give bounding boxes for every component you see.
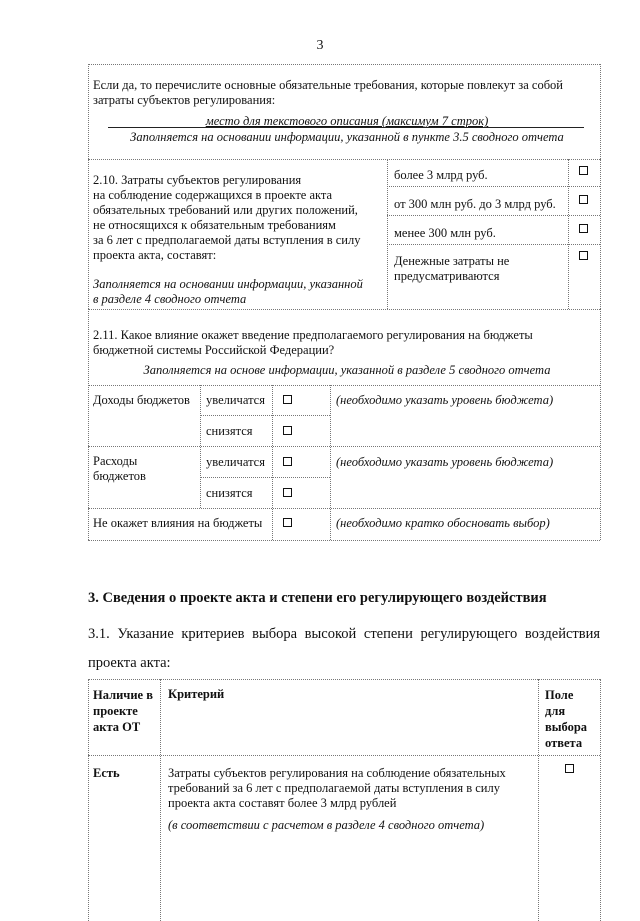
row-criterion-text: Затраты субъектов регулирования на соблюдение обязательных требований за 6 лет с предполагаемой даты вступления в силу проекта акта составят более 3 млрд рублей	[168, 766, 506, 810]
divider	[200, 477, 330, 478]
checkbox-no-costs[interactable]	[579, 251, 588, 260]
costs-line-1: 2.10. Затраты субъектов регулирования	[93, 173, 302, 187]
divider	[88, 755, 600, 756]
divider	[88, 385, 600, 386]
expense-label: Расходы бюджетов	[93, 454, 146, 483]
justify-note: (необходимо кратко обосновать выбор)	[336, 516, 550, 530]
section-3-1-subheading: 3.1. Указание критериев выбора высокой степени регулирующего воздействия проекта акта:	[88, 626, 600, 671]
costs-line-6: проекта акта, составят:	[93, 248, 217, 262]
divider	[88, 64, 600, 65]
text-space-placeholder: место для текстового описания (максимум 7 строк)	[205, 114, 489, 128]
divider	[600, 679, 601, 921]
costs-line-2: на соблюдение содержащихся в проекте акта	[93, 188, 333, 202]
divider	[88, 309, 600, 310]
checkbox-criterion-1[interactable]	[565, 764, 574, 773]
option-300m-3bn: от 300 млн руб. до 3 млрд руб.	[394, 197, 556, 211]
no-effect-label: Не окажет влияния на бюджеты	[93, 516, 263, 530]
divider	[330, 385, 331, 540]
divider	[600, 309, 601, 540]
fill-note: Заполняется на основании информации, указанной в пункте 3.5 сводного отчета	[130, 130, 564, 144]
revenue-increase-label: увеличатся	[206, 393, 265, 407]
revenue-decrease-label: снизятся	[206, 424, 253, 438]
divider	[387, 215, 600, 216]
checkbox-300m-3bn[interactable]	[579, 195, 588, 204]
divider	[200, 415, 330, 416]
divider	[88, 446, 600, 447]
col-header-answer: Поле для выбора ответа	[545, 688, 588, 750]
divider	[387, 159, 388, 309]
expense-increase-label: увеличатся	[206, 455, 265, 469]
requirements-question: Если да, то перечислите основные обязательные требования, которые повлекут за собой затраты субъектов регулирования:	[93, 78, 563, 107]
row-criterion-note: (в соответствии с расчетом в разделе 4 сводного отчета)	[168, 818, 485, 832]
divider	[272, 385, 273, 540]
divider	[600, 159, 601, 309]
divider	[387, 244, 600, 245]
checkbox-no-effect[interactable]	[283, 518, 292, 527]
divider	[88, 679, 89, 921]
divider	[88, 64, 89, 159]
divider	[88, 159, 600, 160]
revenue-level-note: (необходимо указать уровень бюджета)	[336, 393, 554, 407]
col-header-presence: Наличие в проекте акта ОТ	[93, 688, 153, 734]
page-number: 3	[316, 38, 324, 53]
divider	[88, 679, 600, 680]
budget-fill-note: Заполняется на основе информации, указанной в разделе 5 сводного отчета	[143, 363, 551, 377]
checkbox-expense-decrease[interactable]	[283, 488, 292, 497]
row-presence-value: Есть	[93, 766, 120, 780]
expense-decrease-label: снизятся	[206, 486, 253, 500]
costs-line-4: не относящихся к обязательным требованиям	[93, 218, 336, 232]
costs-line-5: за 6 лет с предполагаемой даты вступления в силу	[93, 233, 361, 247]
divider	[160, 679, 161, 921]
divider	[88, 159, 89, 309]
divider	[568, 159, 569, 309]
divider	[88, 508, 600, 509]
costs-line-3: обязательных требований или других положений,	[93, 203, 358, 217]
checkbox-less-300m[interactable]	[579, 224, 588, 233]
option-less-300m: менее 300 млн руб.	[394, 226, 496, 240]
section-3-heading: 3. Сведения о проекте акта и степени его регулирующего воздействия	[88, 590, 547, 606]
costs-note-line-1: Заполняется на основании информации, указанной	[93, 277, 363, 291]
divider	[387, 186, 600, 187]
expense-level-note: (необходимо указать уровень бюджета)	[336, 455, 554, 469]
divider	[88, 309, 89, 540]
checkbox-expense-increase[interactable]	[283, 457, 292, 466]
option-more-3bn: более 3 млрд руб.	[394, 168, 488, 182]
divider	[538, 679, 539, 921]
divider	[88, 540, 600, 541]
checkbox-more-3bn[interactable]	[579, 166, 588, 175]
budget-impact-question: 2.11. Какое влияние окажет введение предполагаемого регулирования на бюджеты бюджетной системы Российской Федерации?	[93, 328, 533, 357]
revenue-label: Доходы бюджетов	[93, 393, 190, 407]
costs-note-line-2: в разделе 4 сводного отчета	[93, 292, 247, 306]
checkbox-revenue-decrease[interactable]	[283, 426, 292, 435]
divider	[200, 385, 201, 508]
option-no-costs: Денежные затраты не предусматриваются	[394, 254, 510, 283]
col-header-criterion: Критерий	[168, 687, 225, 701]
underline-rule	[108, 127, 584, 128]
checkbox-revenue-increase[interactable]	[283, 395, 292, 404]
